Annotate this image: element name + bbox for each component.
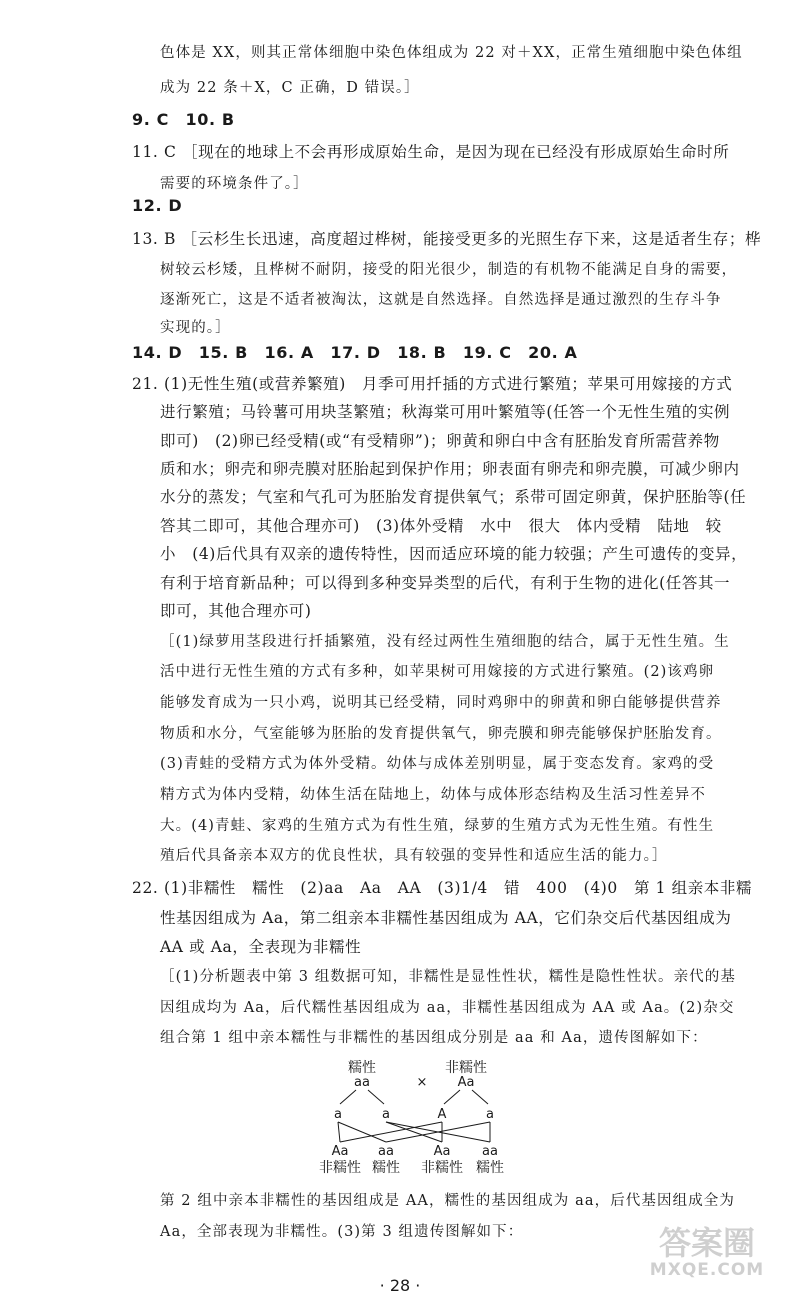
answer-13: 13. B ［云杉生长迅速，高度超过桦树，能接受更多的光照生存下来，这是适者生存；桦 [132, 230, 762, 248]
offspring-genotype: aa [378, 1144, 394, 1159]
answer-11: 11. C ［现在的地球上不会再形成原始生命，是因为现在已经没有形成原始生命时所 [132, 143, 730, 161]
parent-arrow [444, 1090, 460, 1104]
text-line-35: 第 2 组中亲本非糯性的基因组成是 AA，糯性的基因组成为 aa，后代基因组成全为 [160, 1193, 735, 1209]
offspring-genotype: aa [482, 1144, 498, 1159]
parent2-genotype: Aa [457, 1075, 475, 1090]
inheritance-diagram [319, 1058, 530, 1178]
offspring-trait: 糯性 [476, 1160, 504, 1176]
answer-22: 22. (1)非糯性 糯性 (2)aa Aa AA (3)1/4 错 400 (4)0 第 1 组亲本非糯 [132, 879, 753, 897]
offspring-genotype: Aa [433, 1144, 451, 1159]
text-line-34: 组合第 1 组中亲本糯性与非糯性的基因组成分别是 aa 和 Aa，遗传图解如下： [160, 1030, 708, 1046]
answer-14-20: 14. D 15. B 16. A 17. D 18. B 19. C 20. A [132, 343, 578, 362]
text-line-16: 水分的蒸发；气室和气孔可为胚胎发育提供氧气；系带可固定卵黄，保护胚胎等(任 [160, 488, 747, 506]
gamete: a [486, 1107, 494, 1122]
parent-arrow [340, 1090, 356, 1104]
offspring-genotype: Aa [331, 1144, 349, 1159]
text-line-25: (3)青蛙的受精方式为体外受精。幼体与成体差别明显，属于变态发育。家鸡的受 [160, 756, 715, 772]
answer-9-10: 9. C 10. B [132, 110, 235, 129]
offspring-trait: 非糯性 [319, 1160, 361, 1176]
watermark-logo [632, 1218, 782, 1288]
text-line-22: 活中进行无性生殖的方式有多种，如苹果树可用嫁接的方式进行繁殖。(2)该鸡卵 [160, 664, 715, 680]
text-line-23: 能够发育成为一只小鸡，说明其已经受精，同时鸡卵中的卵黄和卵白能够提供营养 [160, 695, 722, 711]
text-line-5: 需要的环境条件了。］ [160, 176, 309, 192]
parent1-trait: 糯性 [348, 1060, 376, 1076]
text-line-17: 答其二即可，其他合理亦可) (3)体外受精 水中 很大 体内受精 陆地 较 [160, 517, 722, 535]
offspring-trait: 非糯性 [421, 1160, 463, 1176]
parent-arrow [472, 1090, 488, 1104]
watermark-title: 答案圈 [658, 1224, 755, 1262]
text-line-14: 即可) (2)卵已经受精(或“有受精卵”)；卵黄和卵白中含有胚胎发育所需营养物 [160, 432, 720, 450]
offspring-trait: 糯性 [372, 1160, 400, 1176]
text-line-33: 因组成均为 Aa，后代糯性基因组成为 aa，非糯性基因组成为 AA 或 Aa。(2)杂交 [160, 1000, 735, 1016]
page-number: · 28 · [379, 1276, 421, 1295]
text-line-19: 有利于培育新品种；可以得到多种变异类型的后代，有利于生物的进化(任答其一 [160, 574, 731, 592]
text-line-32: ［(1)分析题表中第 3 组数据可知，非糯性是显性性状，糯性是隐性性状。亲代的基 [160, 969, 736, 985]
text-line-15: 质和水；卵壳和卵壳膜对胚胎起到保护作用；卵表面有卵壳和卵壳膜，可减少卵内 [160, 460, 740, 478]
fertilization-lines [338, 1122, 490, 1142]
text-line-9: 逐渐死亡，这是不适者被淘汰，这就是自然选择。自然选择是通过激烈的生存斗争 [160, 292, 722, 308]
text-line-1: 色体是 XX，则其正常体细胞中染色体组成为 22 对＋XX，正常生殖细胞中染色体组 [160, 45, 743, 61]
text-line-27: 大。(4)青蛙、家鸡的生殖方式为有性生殖，绿萝的生殖方式为无性生殖。有性生 [160, 818, 715, 834]
gamete: a [382, 1107, 390, 1122]
gamete: A [437, 1107, 447, 1122]
answer-21: 21. (1)无性生殖(或营养繁殖) 月季可用扦插的方式进行繁殖；苹果可用嫁接的方式 [132, 375, 733, 393]
text-line-10: 实现的。］ [160, 320, 231, 336]
text-line-28: 殖后代具备亲本双方的优良性状，具有较强的变异性和适应生活的能力。］ [160, 848, 668, 864]
text-line-18: 小 (4)后代具有双亲的遗传特性，因而适应环境的能力较强；产生可遗传的变异， [160, 545, 748, 563]
text-line-36: Aa，全部表现为非糯性。(3)第 3 组遗传图解如下： [160, 1224, 524, 1240]
parent1-genotype: aa [354, 1075, 370, 1090]
text-line-8: 树较云杉矮，且桦树不耐阴，接受的阳光很少，制造的有机物不能满足自身的需要， [160, 262, 738, 278]
text-line-21: ［(1)绿萝用茎段进行扦插繁殖，没有经过两性生殖细胞的结合，属于无性生殖。生 [160, 634, 730, 650]
parent2-trait: 非糯性 [445, 1060, 487, 1076]
text-line-13: 进行繁殖；马铃薯可用块茎繁殖；秋海棠可用叶繁殖等(任答一个无性生殖的实例 [160, 403, 731, 421]
text-line-24: 物质和水分，气室能够为胚胎的发育提供氧气，卵壳膜和卵壳能够保护胚胎发育。 [160, 726, 722, 742]
cross-symbol: × [416, 1075, 428, 1090]
text-line-2: 成为 22 条＋X，C 正确，D 错误。］ [160, 80, 420, 96]
answer-12: 12. D [132, 196, 183, 215]
text-line-31: AA 或 Aa，全表现为非糯性 [160, 938, 362, 956]
text-line-20: 即可，其他合理亦可) [160, 602, 312, 620]
text-line-26: 精方式为体内受精，幼体生活在陆地上，幼体与成体形态结构及生活习性差异不 [160, 787, 706, 803]
text-line-30: 性基因组成为 Aa，第二组亲本非糯性基因组成为 AA，它们杂交后代基因组成为 [160, 909, 732, 927]
watermark-subtitle: MXQE.COM [649, 1260, 765, 1280]
parent-arrow [368, 1090, 384, 1104]
gamete: a [334, 1107, 342, 1122]
